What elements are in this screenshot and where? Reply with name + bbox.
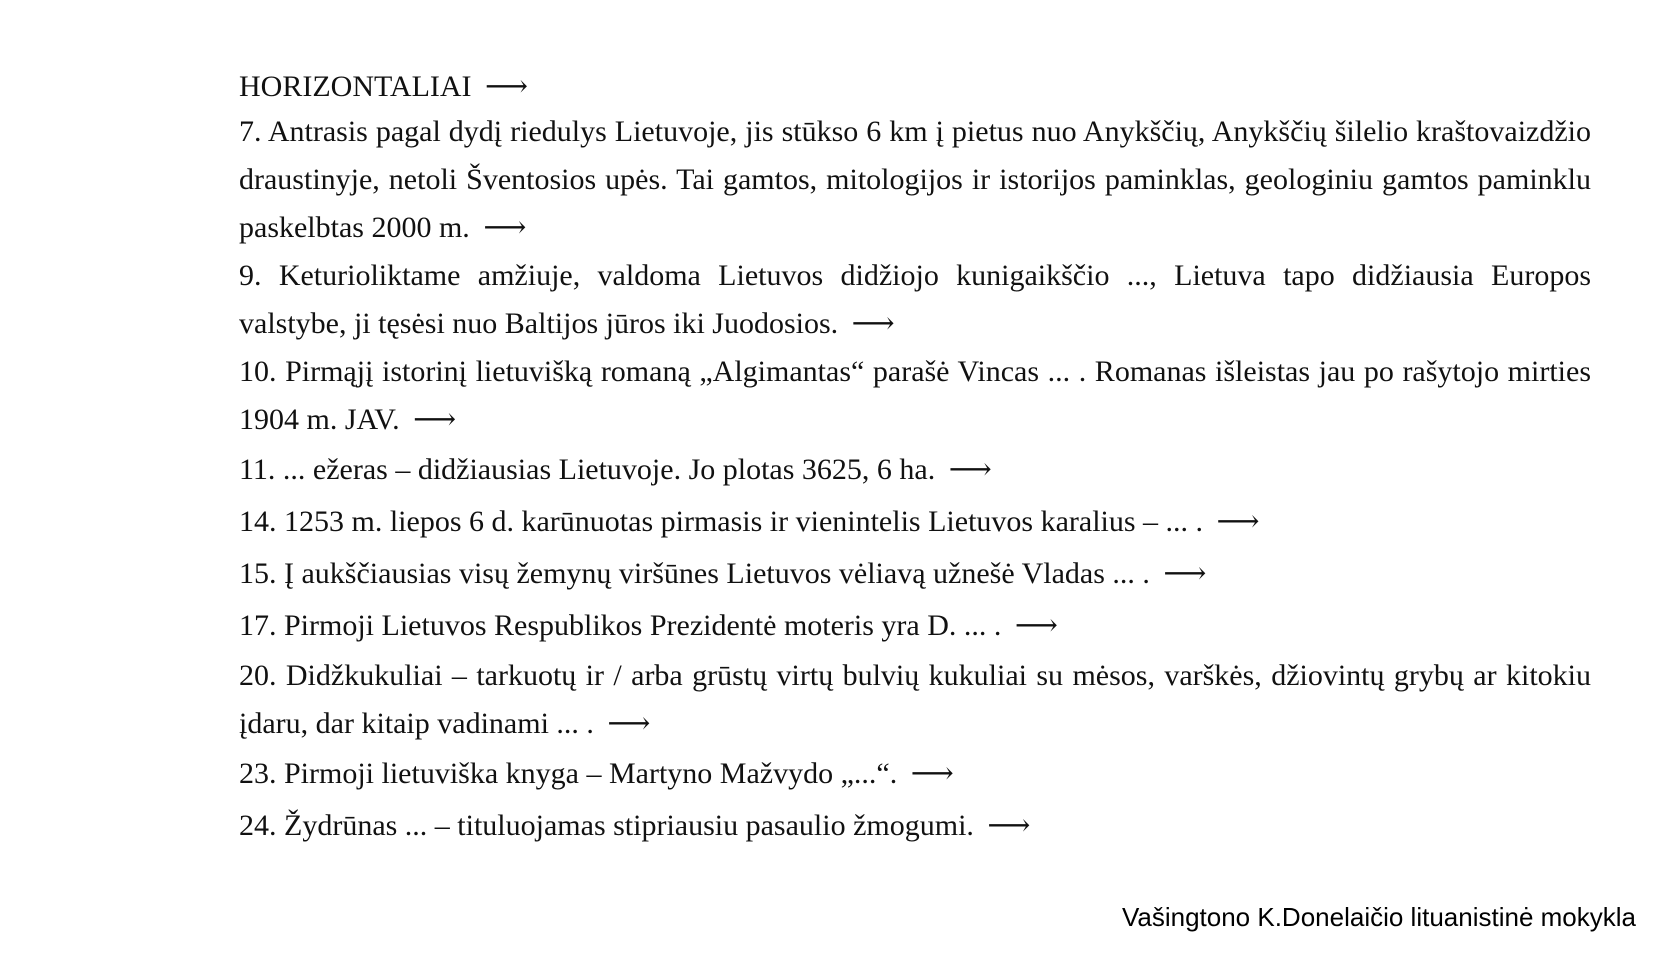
clue-7: 7. Antrasis pagal dydį riedulys Lietuvoje, jis stūkso 6 km į pietus nuo Anykščių, Anykščių šilelio kraštovaizdžio draustinyje, netoli Šventosios upės. Tai gamtos, mitologijos ir istorijos paminklas, geologiniu gamtos paminklu paskelbtas 2000 m. ⟶ bbox=[239, 115, 1591, 244]
clue-9: 9. Keturioliktame amžiuje, valdoma Lietuvos didžiojo kunigaikščio ..., Lietuva tapo didžiausia Europos valstybe, ji tęsėsi nuo Baltijos jūros iki Juodosios. ⟶ bbox=[239, 259, 1591, 340]
clue-10: 10. Pirmąjį istorinį lietuvišką romaną „Algimantas“ parašė Vincas ... . Romanas išleistas jau po rašytojo mirties 1904 m. JAV. ⟶ bbox=[239, 355, 1591, 436]
right-arrow-icon: ⟶ bbox=[483, 211, 527, 244]
clue-17: 17. Pirmoji Lietuvos Respublikos Prezidentė moteris yra D. ... . ⟶ bbox=[239, 609, 1058, 642]
heading-text: HORIZONTALIAI bbox=[239, 70, 472, 103]
right-arrow-icon: ⟶ bbox=[948, 453, 992, 486]
clue-23: 23. Pirmoji lietuviška knyga – Martyno Mažvydo „...“. ⟶ bbox=[239, 757, 954, 790]
right-arrow-icon: ⟶ bbox=[1014, 609, 1058, 642]
right-arrow-icon: ⟶ bbox=[607, 707, 651, 740]
clue-14: 14. 1253 m. liepos 6 d. karūnuotas pirmasis ir vienintelis Lietuvos karalius – ... . ⟶ bbox=[239, 505, 1260, 538]
clue-20: 20. Didžkukuliai – tarkuotų ir / arba grūstų virtų bulvių kukuliai su mėsos, varškės, džiovintų grybų ar kitokiu įdaru, dar kitaip vadinami ... . ⟶ bbox=[239, 659, 1591, 740]
section-heading bbox=[239, 66, 1591, 108]
right-arrow-icon: ⟶ bbox=[485, 70, 529, 103]
right-arrow-icon: ⟶ bbox=[987, 809, 1031, 842]
right-arrow-icon: ⟶ bbox=[413, 403, 457, 436]
clue-11: 11. ... ežeras – didžiausias Lietuvoje. Jo plotas 3625, 6 ha. ⟶ bbox=[239, 453, 992, 486]
right-arrow-icon: ⟶ bbox=[910, 757, 954, 790]
school-footer: Vašingtono K.Donelaičio lituanistinė mokykla bbox=[1121, 902, 1636, 932]
right-arrow-icon: ⟶ bbox=[1163, 557, 1207, 590]
clue-24: 24. Žydrūnas ... – tituluojamas stipriausiu pasaulio žmogumi. ⟶ bbox=[239, 809, 1031, 842]
crossword-clues bbox=[239, 66, 1591, 852]
clue-15: 15. Į aukščiausias visų žemynų viršūnes Lietuvos vėliavą užnešė Vladas ... . ⟶ bbox=[239, 557, 1207, 590]
right-arrow-icon: ⟶ bbox=[851, 307, 895, 340]
right-arrow-icon: ⟶ bbox=[1216, 505, 1260, 538]
